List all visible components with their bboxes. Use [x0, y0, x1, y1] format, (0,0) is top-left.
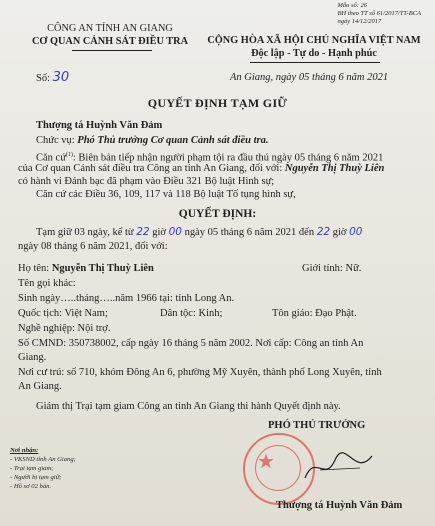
form-number-line: Mẫu số: 26 — [337, 2, 368, 9]
detention-min-start: 00 — [168, 226, 182, 238]
agency-underline — [72, 50, 152, 51]
detention-line-2 — [18, 240, 168, 253]
signer-name — [36, 119, 162, 132]
document-number — [36, 70, 69, 85]
decision-title: QUYẾT ĐỊNH: — [178, 208, 257, 220]
doc-number-label: Số: — [36, 73, 51, 84]
detention-text-3: ngày 05 tháng 6 năm 2021 đến — [184, 227, 315, 238]
person-name-label: Họ tên: — [18, 263, 50, 274]
agency-parent: CÔNG AN TỈNH AN GIANG — [47, 23, 173, 34]
detention-text-4: giờ — [332, 227, 347, 238]
detention-text-5: ngày 08 tháng 6 năm 2021, đối với: — [18, 241, 168, 252]
basis-text-4: Căn cứ các Điều 36, 109, 117 và 118 Bộ luật Tố tụng hình sự, — [36, 189, 296, 200]
agency-header — [10, 22, 210, 48]
basis-footnote: (1) — [65, 152, 73, 158]
seal-star-icon: ★ — [257, 451, 275, 473]
recipient-item: - Trại tạm giam; — [10, 465, 54, 472]
gender-label: Giới tính: — [302, 263, 343, 274]
recipients — [10, 446, 76, 491]
recipient-item: - Người bị tạm giữ; — [10, 474, 62, 481]
id-card-line-2: Giang. — [18, 352, 47, 363]
occupation: Nghề nghiệp: Nội trợ. — [18, 323, 111, 334]
basis-person: Nguyễn Thị Thuỳ Liên — [284, 163, 385, 174]
residence-line-1: Nơi cư trú: số 710, khóm Đông An 6, phường Mỹ Xuyên, thành phố Long Xuyên, tỉnh — [18, 367, 382, 378]
place-date: An Giang, ngày 05 tháng 6 năm 2021 — [230, 72, 389, 83]
form-date-line: ngày 14/12/2017 — [337, 18, 382, 25]
doc-number-value: 30 — [52, 70, 70, 85]
form-circular-line: BH theo TT số 61/2017/TT-BCA — [337, 10, 421, 17]
detention-line-1 — [36, 226, 362, 239]
recipient-item: - VKSND tỉnh An Giang; — [10, 456, 76, 463]
detention-text-2: giờ — [152, 227, 166, 238]
position-line — [36, 134, 268, 147]
person-gender — [302, 262, 361, 275]
basis-text-2: của Cơ quan Cảnh sát điều tra Công an tỉnh An Giang, đối với: — [18, 163, 283, 174]
basis-line-2 — [18, 162, 384, 175]
position-label: Chức vụ: — [36, 135, 75, 146]
signature-position: PHÓ THỦ TRƯỞNG — [268, 420, 366, 431]
form-number — [337, 2, 421, 26]
basis-label: Căn cứ — [36, 152, 66, 164]
detention-hour-start: 22 — [136, 226, 150, 238]
detention-min-end: 00 — [349, 226, 363, 238]
detention-hour-end: 22 — [316, 226, 331, 238]
basis-text-1: : Biên bản tiếp nhận người phạm tội ra đầu thú ngày 05 tháng 6 năm 2021 — [72, 152, 384, 164]
document-title: QUYẾT ĐỊNH TẠM GIỮ — [147, 96, 288, 110]
birth-info: Sinh ngày…..tháng…..năm 1966 tại: tỉnh Long An. — [18, 293, 235, 304]
ethnicity: Dân tộc: Kinh; — [160, 308, 223, 319]
id-card-line-1: Số CMND: 350738002, cấp ngày 16 tháng 5 năm 2002. Nơi cấp: Công an tỉnh An — [18, 338, 364, 349]
basis-line-3 — [18, 175, 274, 188]
execution-order: Giám thị Trại tạm giam Công an tỉnh An Giang thi hành Quyết định này. — [36, 401, 341, 412]
motto-underline — [250, 62, 380, 63]
national-header — [200, 34, 428, 60]
gender-value: Nữ. — [345, 263, 362, 274]
national-motto: Độc lập - Tự do - Hạnh phúc — [251, 48, 377, 59]
recipient-item: - Hồ sơ 02 bản. — [10, 483, 52, 490]
basis-text-3: có hành vi Đánh bạc đã phạm vào Điều 321 Bộ luật Hình sự; — [18, 176, 275, 187]
other-name: Tên gọi khác: — [18, 278, 76, 289]
basis-line-4 — [36, 188, 296, 201]
religion: Tôn giáo: Đạo Phật. — [272, 308, 357, 319]
agency-name: CƠ QUAN CẢNH SÁT ĐIỀU TRA — [31, 36, 189, 47]
residence-line-2: An Giang. — [18, 381, 62, 392]
signature-name: Thượng tá Huỳnh Văn Đảm — [276, 500, 403, 511]
national-title: CỘNG HÒA XÃ HỘI CHỦ NGHĨA VIỆT NAM — [207, 35, 421, 46]
person-name: Nguyễn Thị Thuỳ Liên — [51, 263, 154, 274]
handwritten-signature — [300, 448, 380, 488]
detention-text-1: Tạm giữ 03 ngày, kể từ — [36, 227, 134, 238]
person-name-line — [18, 262, 154, 275]
nationality: Quốc tịch: Việt Nam; — [18, 308, 108, 319]
position-value: Phó Thủ trưởng Cơ quan Cảnh sát điều tra. — [77, 135, 269, 146]
signer-name-text: Thượng tá Huỳnh Văn Đảm — [36, 120, 163, 131]
recipients-title: Nơi nhận: — [10, 447, 39, 454]
